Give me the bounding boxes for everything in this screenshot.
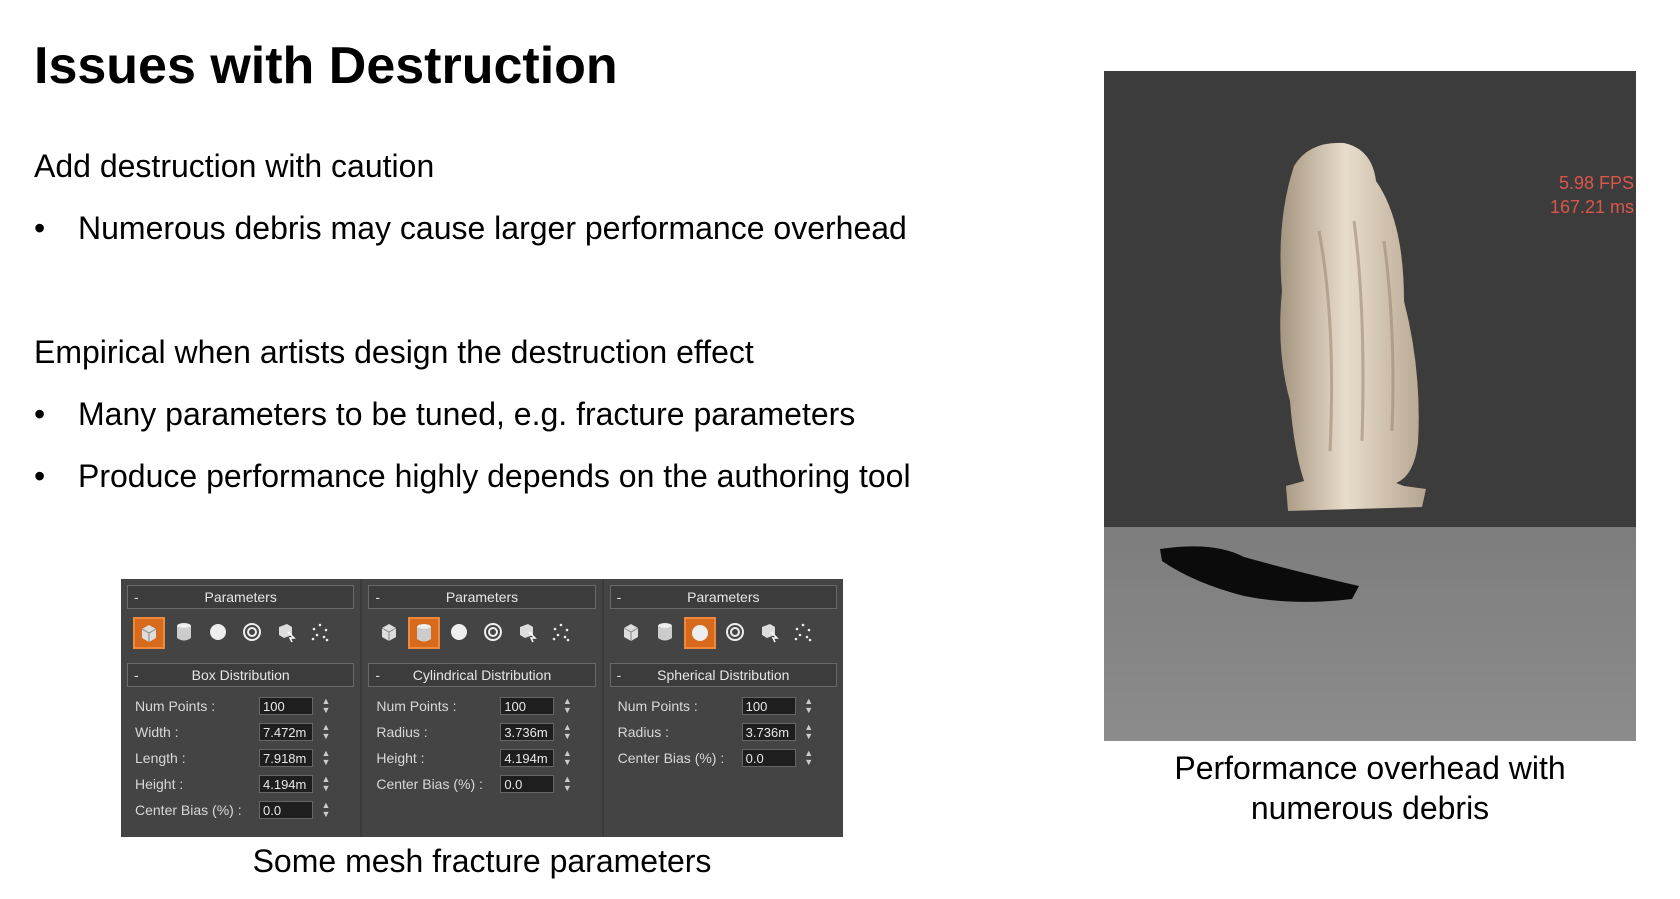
parameter-row [135, 799, 352, 821]
bullet-text: Numerous debris may cause larger performance overhead [78, 210, 907, 246]
collapse-icon[interactable]: - [616, 589, 622, 605]
distribution-rollout-header[interactable] [368, 663, 595, 687]
parameter-value-field[interactable]: 3.736m [742, 723, 796, 741]
spinner-arrows-icon[interactable]: ▲ ▼ [804, 748, 814, 767]
section2-bullet-1 [34, 396, 855, 433]
parameter-label: Width : [135, 724, 179, 740]
parameter-label: Num Points : [617, 698, 698, 714]
parameter-row [618, 747, 835, 769]
spinner-arrows-icon[interactable]: ▲ ▼ [562, 774, 572, 793]
distribution-type-toolbar [133, 617, 335, 649]
parameter-row [376, 721, 593, 743]
parameter-value-field[interactable]: 4.194m [259, 775, 313, 793]
rollout-title: Parameters [445, 589, 519, 605]
bullet-marker: • [34, 210, 46, 246]
collapse-icon[interactable]: - [375, 667, 380, 683]
parameter-value-field[interactable]: 0.0 [259, 801, 313, 819]
custom-object-icon[interactable] [271, 617, 301, 647]
parameters-rollout-header[interactable] [610, 585, 837, 609]
box-distribution-icon[interactable] [374, 617, 404, 647]
parameter-row [135, 747, 352, 769]
parameter-value-field[interactable]: 0.0 [742, 749, 796, 767]
spinner-arrows-icon[interactable]: ▲ ▼ [321, 774, 331, 793]
parameter-row [618, 721, 835, 743]
parameter-row [135, 721, 352, 743]
distribution-type-toolbar [374, 617, 576, 649]
parameter-label: Height : [376, 750, 425, 766]
distribution-type-toolbar [616, 617, 818, 649]
slide-title: Issues with Destruction [34, 37, 618, 95]
bullet-marker: • [34, 458, 46, 494]
rollout-title: Box Distribution [191, 667, 290, 683]
bullet-text: Many parameters to be tuned, e.g. fracture parameters [78, 396, 856, 432]
sphere-distribution-icon[interactable] [444, 617, 474, 647]
parameters-rollout-header[interactable] [368, 585, 595, 609]
spinner-arrows-icon[interactable]: ▲ ▼ [562, 696, 572, 715]
ring-distribution-icon[interactable] [720, 617, 750, 647]
bullet-text: Produce performance highly depends on the authoring tool [78, 458, 911, 494]
box-distribution-icon[interactable] [616, 617, 646, 647]
parameter-label: Center Bias (%) : [376, 776, 483, 792]
fps-value: 5.98 FPS [1558, 173, 1634, 193]
ring-distribution-icon[interactable] [478, 617, 508, 647]
spinner-arrows-icon[interactable]: ▲ ▼ [562, 722, 572, 741]
section2-bullet-2 [34, 458, 911, 495]
left-figure-caption: Some mesh fracture parameters [252, 843, 712, 879]
cylinder-distribution-icon[interactable] [169, 617, 199, 647]
section2-heading: Empirical when artists design the destruction effect [34, 334, 754, 370]
parameter-value-field[interactable]: 7.918m [259, 749, 313, 767]
fracture-parameters-screenshot [121, 579, 843, 837]
spinner-arrows-icon[interactable]: ▲ ▼ [321, 748, 331, 767]
collapse-icon[interactable]: - [375, 589, 380, 605]
scatter-points-icon[interactable] [788, 617, 818, 647]
parameter-label: Radius : [617, 724, 670, 740]
ring-distribution-icon[interactable] [237, 617, 267, 647]
rollout-title: Cylindrical Distribution [412, 667, 552, 683]
rollout-title: Parameters [204, 589, 277, 605]
custom-object-icon[interactable] [754, 617, 784, 647]
parameter-value-field[interactable]: 100 [742, 697, 796, 715]
spinner-arrows-icon[interactable]: ▲ ▼ [804, 722, 814, 741]
parameter-value-field[interactable]: 100 [500, 697, 554, 715]
custom-object-icon[interactable] [512, 617, 542, 647]
spinner-arrows-icon[interactable]: ▲ ▼ [321, 696, 331, 715]
fps-counter [1494, 171, 1634, 219]
parameter-row [135, 773, 352, 795]
scatter-points-icon[interactable] [305, 617, 335, 647]
parameter-label: Length : [135, 750, 186, 766]
parameter-value-field[interactable]: 4.194m [500, 749, 554, 767]
spinner-arrows-icon[interactable]: ▲ ▼ [804, 696, 814, 715]
rollout-title: Parameters [687, 589, 760, 605]
parameter-row [376, 747, 593, 769]
collapse-icon[interactable]: - [134, 589, 139, 605]
parameter-row [376, 695, 593, 717]
cylindrical-distribution-panel [362, 579, 603, 837]
parameter-label: Radius : [376, 724, 428, 740]
sphere-distribution-icon[interactable] [684, 617, 716, 649]
sphere-distribution-icon[interactable] [203, 617, 233, 647]
parameter-label: Num Points : [135, 698, 216, 714]
parameter-value-field[interactable]: 100 [259, 697, 313, 715]
parameter-value-field[interactable]: 7.472m [259, 723, 313, 741]
section1-bullet [34, 210, 907, 247]
distribution-rollout-header[interactable] [127, 663, 354, 687]
parameter-row [376, 773, 593, 795]
section1-heading: Add destruction with caution [34, 148, 435, 184]
distribution-rollout-header[interactable] [610, 663, 837, 687]
collapse-icon[interactable]: - [616, 667, 622, 683]
parameter-label: Center Bias (%) : [617, 750, 725, 766]
spinner-arrows-icon[interactable]: ▲ ▼ [321, 800, 331, 819]
right-figure-caption: Performance overhead with numerous debris [1174, 750, 1566, 826]
scatter-points-icon[interactable] [546, 617, 576, 647]
debris-render-image [1104, 71, 1636, 741]
parameter-value-field[interactable]: 0.0 [500, 775, 554, 793]
parameters-rollout-header[interactable] [127, 585, 354, 609]
spinner-arrows-icon[interactable]: ▲ ▼ [321, 722, 331, 741]
bullet-marker: • [34, 396, 46, 432]
box-distribution-panel [121, 579, 362, 837]
cylinder-distribution-icon[interactable] [650, 617, 680, 647]
parameter-label: Num Points : [376, 698, 457, 714]
parameter-row [135, 695, 352, 717]
parameter-row [618, 695, 835, 717]
parameter-value-field[interactable]: 3.736m [500, 723, 554, 741]
spherical-distribution-panel [604, 579, 843, 837]
rollout-title: Spherical Distribution [657, 667, 790, 683]
spinner-arrows-icon[interactable]: ▲ ▼ [562, 748, 572, 767]
parameter-label: Center Bias (%) : [135, 802, 242, 818]
box-distribution-icon[interactable] [133, 617, 165, 649]
cylinder-distribution-icon[interactable] [408, 617, 440, 649]
collapse-icon[interactable]: - [134, 667, 139, 683]
frame-time-value: 167.21 ms [1549, 197, 1634, 217]
parameter-label: Height : [135, 776, 184, 792]
